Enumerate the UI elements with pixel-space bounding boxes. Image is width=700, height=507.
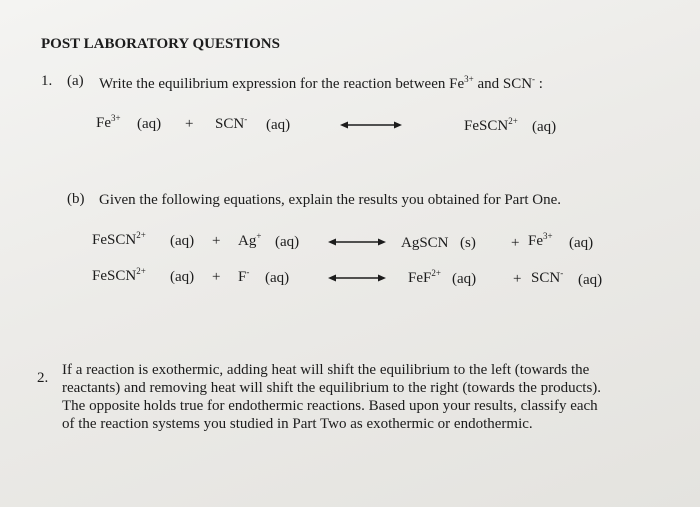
eq1b1-reactant-2-state: (aq)	[275, 234, 300, 250]
eq1a-fescn: FeSCN	[464, 118, 509, 134]
fe-charge: 3+	[464, 74, 474, 84]
question-2-line: If a reaction is exothermic, adding heat will shift the equilibrium to the left (towards the	[62, 362, 590, 378]
question-1a-text-post: :	[535, 76, 543, 92]
question-1b-text: Given the following equations, explain the results you obtained for Part One.	[99, 192, 561, 208]
question-1-number: 1.	[41, 73, 53, 89]
question-2-number: 2.	[37, 370, 49, 386]
question-2-line: reactants) and removing heat will shift the equilibrium to the right (towards the products).	[62, 380, 602, 396]
scn-charge: -	[532, 74, 536, 84]
eq1a-reactant-2	[215, 116, 247, 133]
eq1b1-reactant-1	[92, 232, 146, 249]
eq1a-fe-charge: 3+	[111, 113, 121, 123]
equilibrium-arrow-icon	[340, 120, 402, 130]
eq1b2-reactant-1	[92, 268, 146, 285]
eq1b1-fe-charge: 3+	[543, 231, 553, 241]
eq1b2-fef: FeF	[408, 270, 432, 286]
eq1b2-scn: SCN	[531, 270, 561, 286]
eq1a-reactant-2-state: (aq)	[266, 117, 291, 133]
eq1b2-reactant-1-state: (aq)	[170, 269, 195, 285]
eq1b2-fef-charge: 2+	[431, 268, 441, 278]
eq1b1-product-plus: +	[511, 235, 520, 251]
question-1a-text-mid: and SCN	[473, 76, 533, 92]
eq1b1-plus: +	[212, 233, 221, 249]
eq1b2-product-1	[408, 270, 441, 287]
equilibrium-arrow-icon	[328, 273, 386, 283]
eq1a-fescn-charge: 2+	[508, 116, 518, 126]
equilibrium-arrow-icon	[328, 237, 386, 247]
eq1b2-fescn: FeSCN	[92, 268, 137, 284]
eq1b1-fescn: FeSCN	[92, 232, 137, 248]
question-1a-text	[99, 76, 543, 93]
eq1a-product	[464, 118, 518, 135]
eq1b1-reactant-1-state: (aq)	[170, 233, 195, 249]
eq1b2-plus: +	[212, 269, 221, 285]
eq1b2-product-plus: +	[513, 271, 522, 287]
eq1b2-product-1-state: (aq)	[452, 271, 477, 287]
question-1a-label: (a)	[67, 73, 84, 89]
show-through-artifact	[330, 146, 334, 162]
eq1b2-f: F	[238, 269, 247, 285]
eq1b2-scn-charge: -	[560, 268, 564, 278]
eq1b1-product-2-state: (aq)	[569, 235, 594, 251]
eq1b2-fescn-charge: 2+	[136, 266, 146, 276]
eq1b2-product-2-state: (aq)	[578, 272, 603, 288]
eq1a-fe: Fe	[96, 115, 111, 131]
eq1b2-reactant-2	[238, 269, 249, 286]
eq1b2-reactant-2-state: (aq)	[265, 270, 290, 286]
question-1b-label: (b)	[67, 191, 85, 207]
eq1b1-product-2	[528, 233, 553, 250]
eq1a-scn-charge: -	[244, 114, 248, 124]
question-2-text	[62, 361, 601, 433]
eq1b1-reactant-2	[238, 233, 261, 250]
eq1b1-product-1: AgSCN	[401, 235, 449, 251]
eq1b1-fe: Fe	[528, 233, 543, 249]
eq1a-reactant-1-state: (aq)	[137, 116, 162, 132]
eq1b2-f-charge: -	[246, 267, 250, 277]
eq1b1-product-1-state: (s)	[460, 235, 476, 251]
eq1a-plus: +	[185, 116, 194, 132]
page-title: POST LABORATORY QUESTIONS	[41, 36, 280, 52]
eq1a-product-state: (aq)	[532, 119, 557, 135]
eq1a-scn: SCN	[215, 116, 245, 132]
eq1b1-ag: Ag	[238, 233, 257, 249]
eq1b2-product-2	[531, 270, 563, 287]
question-1a-text-pre: Write the equilibrium expression for the reaction between Fe	[99, 76, 465, 92]
eq1b1-fescn-charge: 2+	[136, 230, 146, 240]
eq1a-reactant-1	[96, 115, 121, 132]
question-2-line: of the reaction systems you studied in Part Two as exothermic or endothermic.	[62, 416, 533, 432]
eq1b1-ag-charge: +	[256, 231, 262, 241]
question-2-line: The opposite holds true for endothermic reactions. Based upon your results, classify each	[62, 398, 598, 414]
